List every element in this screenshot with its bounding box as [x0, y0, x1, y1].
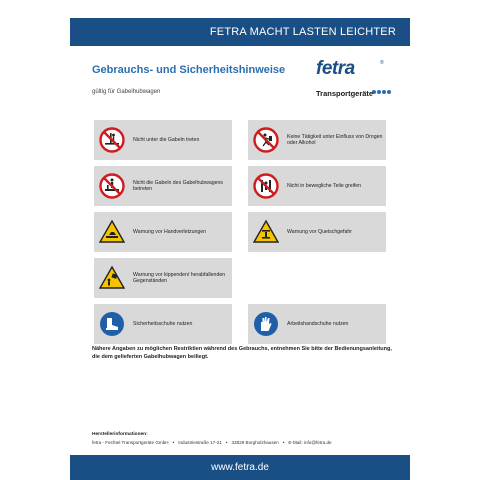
manufacturer-heading: Herstellerinformationen: — [92, 432, 148, 437]
work-gloves-icon — [253, 311, 279, 337]
crush-hazard-warning-icon — [253, 219, 279, 245]
fetra-logo — [316, 58, 396, 100]
sign-label: Nicht die Gabeln des Gabelhubwagens betreten — [133, 179, 223, 192]
manufacturer-city: 33829 Borgholzhausen — [231, 440, 279, 445]
no-reaching-moving-parts-icon — [253, 173, 279, 199]
sign-label: Warnung vor Handverletzungen — [133, 228, 207, 235]
sign-card-hand-injury-warning — [94, 212, 232, 252]
sign-card-work-gloves — [248, 304, 386, 344]
sign-card-no-standing-under-forks — [94, 120, 232, 160]
sign-card-crush-hazard-warning — [248, 212, 386, 252]
falling-objects-warning-icon — [99, 265, 125, 291]
safety-shoes-icon — [99, 311, 125, 337]
page-title: Gebrauchs- und Sicherheitshinweise — [92, 64, 286, 76]
no-stepping-on-forks-icon — [99, 173, 125, 199]
logo-subtitle: Transportgeräte — [316, 89, 374, 98]
sign-label: Nicht unter die Gabeln treten — [133, 136, 200, 143]
no-standing-under-forks-icon — [99, 127, 125, 153]
sign-card-no-stepping-on-forks — [94, 166, 232, 206]
manufacturer-company: fetra - Fechtel Transportgeräte GmbH — [92, 440, 169, 445]
manufacturer-street: Industriestraße 17-21 — [178, 440, 222, 445]
sign-label: Warnung vor Quetschgefahr — [287, 228, 352, 235]
top-banner-text: FETRA MACHT LASTEN LEICHTER — [209, 26, 396, 38]
logo-wordmark: fetra — [316, 58, 355, 79]
hand-injury-warning-icon — [99, 219, 125, 245]
logo-registered-mark: ® — [380, 60, 384, 66]
sign-card-no-reaching-moving-parts — [248, 166, 386, 206]
logo-dots — [372, 81, 394, 87]
sign-label: Sicherheitsschuhe nutzen — [133, 320, 193, 327]
sign-label: Arbeitshandschuhe nutzen — [287, 320, 349, 327]
sign-card-safety-shoes — [94, 304, 232, 344]
manufacturer-email: E-Mail: info@fetra.de — [288, 440, 332, 445]
sign-label: Warnung vor kippenden/ herabfallenden Gegenständen — [133, 271, 226, 284]
manufacturer-details: fetra - Fechtel Transportgeräte GmbH • Industriestraße 17-21 • 33829 Borgholzhausen • E-Mail: info@fetra.de — [92, 440, 332, 445]
sign-label: Nicht in bewegliche Teile greifen — [287, 182, 362, 189]
page-subtitle: gültig für Gabelhubwagen — [92, 89, 161, 95]
usage-note: Nähere Angaben zu möglichen Restriktien während des Gebrauchs, entnehmen Sie bitte der Bedienungsanleitung, die dem gelieferten Gabelhubwagen beiliegt. — [92, 346, 392, 360]
sign-label: Keine Tätigkeit unter Einfluss von Drogen oder Alkohol — [287, 133, 383, 146]
website-link[interactable]: www.fetra.de — [211, 462, 269, 473]
bottom-banner — [70, 455, 410, 480]
document-page — [70, 0, 410, 480]
sign-card-no-drugs-alcohol — [248, 120, 386, 160]
no-drugs-alcohol-icon — [253, 127, 279, 153]
top-banner — [70, 18, 410, 46]
sign-card-falling-objects-warning — [94, 258, 232, 298]
